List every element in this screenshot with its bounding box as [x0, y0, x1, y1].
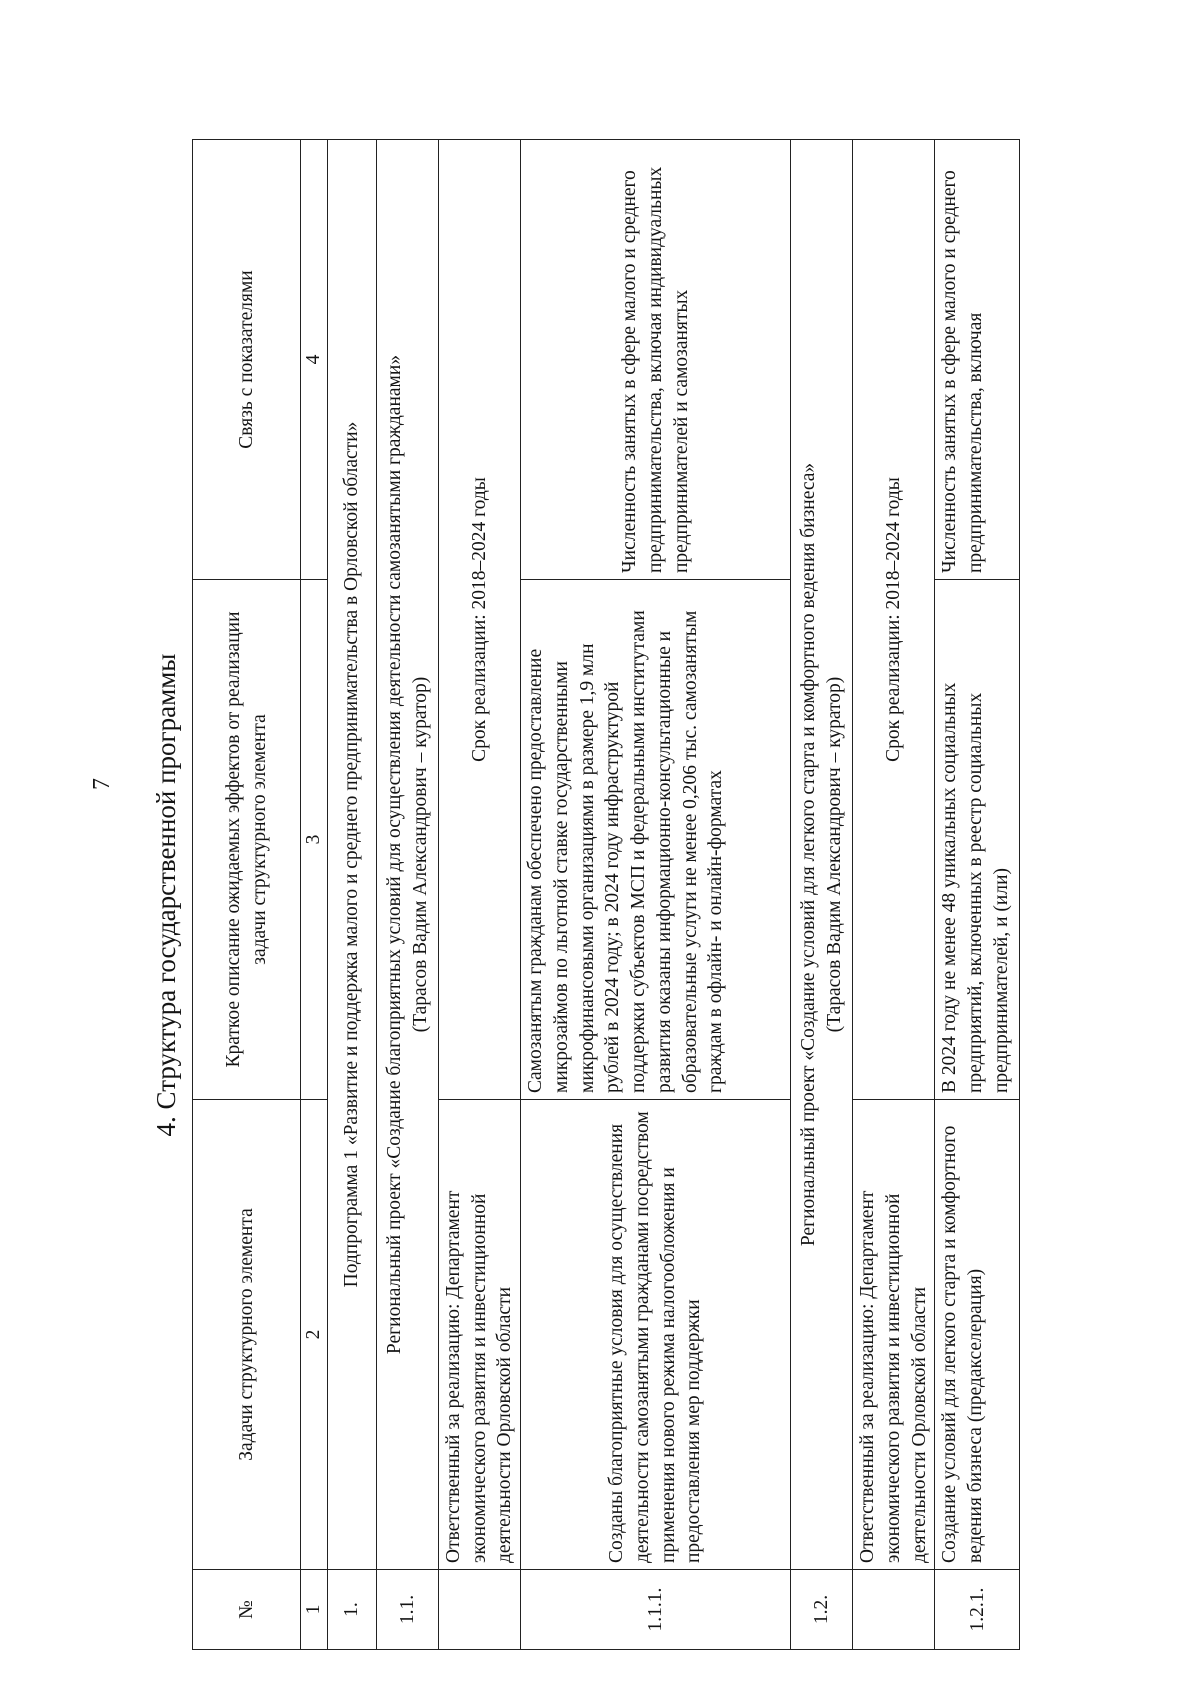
project-title — [377, 140, 439, 1570]
header-effects: Краткое описание ожидаемых эффектов от реализации задачи структурного элемента — [193, 580, 301, 1100]
effect-text: В 2024 году не менее 48 уникальных социальных предприятий, включенных в реестр социальных предпринимателей, и (или) — [935, 580, 1020, 1100]
task-text: Создание условий для легкого старта и комфортного ведения бизнеса (предакселерация) — [935, 1100, 1020, 1570]
project-curator: (Тарасов Вадим Александрович – куратор) — [823, 676, 845, 1033]
term-text: Срок реализации: 2018–2024 годы — [439, 140, 521, 1100]
program-structure-table — [192, 139, 1020, 1650]
row-number: 1.2. — [791, 1570, 853, 1650]
indicator-text: Численность занятых в сфере малого и среднего предпринимательства, включая индивидуальных предпринимателей и самозанятых — [521, 140, 791, 580]
page-number: 7 — [89, 778, 115, 790]
effect-text: Самозанятым гражданам обеспечено предоставление микрозаймов по льготной ставке государственными микрофинансовыми организациями в размере 1,9 млн рублей в 2024 году; в 2024 году инфраструктурой поддержки субъектов МСП и федеральными институтами развития оказаны информационно-консультационные и образовательные услуги не менее 0,206 тыс. самозанятым граждам в офлайн- и онлайн-форматах — [521, 580, 791, 1100]
project-title — [791, 140, 853, 1570]
row-number: 1.1. — [377, 1570, 439, 1650]
column-number-row — [301, 140, 328, 1650]
table-header-row — [193, 140, 301, 1650]
indicator-text: Численность занятых в сфере малого и среднего предпринимательства, включая — [935, 140, 1020, 580]
header-number: № — [193, 1570, 301, 1650]
project-title-line: Региональный проект «Создание благоприятных условий для осуществления деятельности самозанятыми гражданами» — [383, 354, 405, 1355]
row-number: 1. — [328, 1570, 377, 1650]
empty-cell — [853, 1570, 935, 1650]
project-curator: (Тарасов Вадим Александрович – куратор) — [409, 676, 431, 1033]
section-heading: 4. Структура государственной программы — [151, 653, 181, 1137]
column-number: 1 — [301, 1570, 328, 1650]
term-text: Срок реализации: 2018–2024 годы — [853, 140, 935, 1100]
project-row — [791, 140, 853, 1650]
task-row — [521, 140, 791, 1650]
column-number: 2 — [301, 1100, 328, 1570]
header-tasks: Задачи структурного элемента — [193, 1100, 301, 1570]
empty-cell — [439, 1570, 521, 1650]
responsible-text: Ответственный за реализацию: Департамент экономического развития и инвестиционной деятельности Орловской области — [853, 1100, 935, 1570]
subprogram-row — [328, 140, 377, 1650]
subprogram-title: Подпрограмма 1 «Развитие и поддержка малого и среднего предпринимательства в Орловской области» — [328, 140, 377, 1570]
task-text: Созданы благоприятные условия для осуществления деятельности самозанятыми гражданами посредством применения нового режима налогообложения и предоставления мер поддержки — [521, 1100, 791, 1570]
column-number: 4 — [301, 140, 328, 580]
responsible-row — [439, 140, 521, 1650]
column-number: 3 — [301, 580, 328, 1100]
row-number: 1.1.1. — [521, 1570, 791, 1650]
rotated-sheet — [140, 140, 1040, 1650]
project-row — [377, 140, 439, 1650]
project-title-line: Региональный проект «Создание условий для легкого старта и комфортного ведения бизнеса» — [797, 462, 819, 1247]
responsible-text: Ответственный за реализацию: Департамент экономического развития и инвестиционной деятельности Орловской области — [439, 1100, 521, 1570]
row-number: 1.2.1. — [935, 1570, 1020, 1650]
task-row — [935, 140, 1020, 1650]
responsible-row — [853, 140, 935, 1650]
header-indicators: Связь с показателями — [193, 140, 301, 580]
